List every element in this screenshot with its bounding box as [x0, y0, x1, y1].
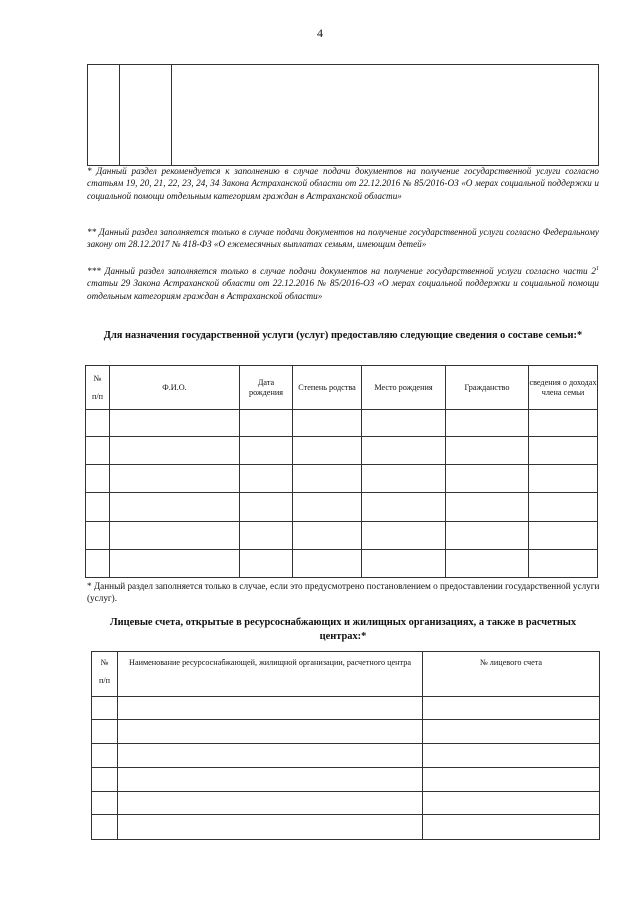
table-cell[interactable]	[446, 550, 529, 578]
table-cell[interactable]	[362, 410, 446, 437]
footnote-3-text-b: статьи 29 Закона Астраханской области от 22.12.2016 № 85/2016-ОЗ «О мерах социальной поддержки и социальной помощи отдельным категориям граждан в Астраханской области»	[87, 278, 599, 301]
footnote-2: ** Данный раздел заполняется только в случае подачи документов на получение государственной услуги согласно Федеральному закону от 28.12.2017 № 418-ФЗ «О ежемесячных выплатах семьям, имеющим детей»	[87, 227, 599, 250]
table-cell[interactable]	[362, 550, 446, 578]
table-cell[interactable]	[86, 493, 110, 522]
accounts-table	[91, 651, 600, 840]
table-cell[interactable]	[92, 768, 118, 792]
table-cell[interactable]	[529, 493, 598, 522]
table-cell[interactable]	[293, 522, 362, 550]
table-cell[interactable]	[362, 493, 446, 522]
family-table-header	[86, 366, 598, 410]
table-cell[interactable]	[240, 465, 293, 493]
table-cell[interactable]	[118, 768, 423, 792]
table-cell[interactable]	[240, 522, 293, 550]
table-cell[interactable]	[118, 815, 423, 840]
table-cell[interactable]	[92, 792, 118, 815]
table-cell[interactable]	[423, 815, 600, 840]
table-cell[interactable]	[293, 437, 362, 465]
table-cell[interactable]	[423, 744, 600, 768]
table-cell[interactable]	[110, 493, 240, 522]
table-cell[interactable]	[92, 720, 118, 744]
col-relation: Степень родства	[293, 366, 362, 410]
table-cell[interactable]	[86, 465, 110, 493]
table-cell[interactable]	[92, 744, 118, 768]
table-row	[86, 410, 598, 437]
table-cell[interactable]	[86, 550, 110, 578]
table-cell[interactable]	[88, 65, 120, 166]
col-org-name: Наименование ресурсоснабжающей, жилищной организации, расчетного центра	[118, 652, 423, 697]
table-cell[interactable]	[240, 493, 293, 522]
table-row	[86, 437, 598, 465]
table-cell[interactable]	[362, 522, 446, 550]
table-row	[86, 522, 598, 550]
family-table	[85, 365, 598, 578]
col-fio: Ф.И.О.	[110, 366, 240, 410]
col-birth-date: Дата рождения	[240, 366, 293, 410]
page-number: 4	[317, 26, 323, 40]
col-income: сведения о доходах члена семьи	[529, 366, 598, 410]
table-cell[interactable]	[293, 410, 362, 437]
table-cell[interactable]	[446, 493, 529, 522]
table-cell[interactable]	[86, 437, 110, 465]
table-cell[interactable]	[362, 465, 446, 493]
table-row	[86, 550, 598, 578]
col-birth-place: Место рождения	[362, 366, 446, 410]
table-cell[interactable]	[86, 410, 110, 437]
table-cell[interactable]	[293, 493, 362, 522]
accounts-table-header	[92, 652, 600, 697]
table-cell[interactable]	[110, 410, 240, 437]
table-cell[interactable]	[362, 437, 446, 465]
table-cell[interactable]	[110, 465, 240, 493]
table-cell[interactable]	[240, 550, 293, 578]
table-cell[interactable]	[293, 550, 362, 578]
table-cell[interactable]	[446, 465, 529, 493]
footnote-3-superscript: 1	[596, 266, 599, 272]
table-row	[92, 815, 600, 840]
footnote-3	[87, 263, 599, 302]
table-cell[interactable]	[240, 437, 293, 465]
table-cell[interactable]	[92, 815, 118, 840]
table-cell[interactable]	[529, 410, 598, 437]
table-row	[92, 744, 600, 768]
table-cell[interactable]	[118, 744, 423, 768]
col-num	[86, 366, 110, 410]
footnote-3-text-a: *** Данный раздел заполняется только в случае подачи документов на получение государственной услуги согласно части 2	[87, 266, 596, 277]
table-row	[86, 465, 598, 493]
col-citizenship: Гражданство	[446, 366, 529, 410]
table-cell[interactable]	[293, 465, 362, 493]
table-cell[interactable]	[446, 437, 529, 465]
table-cell[interactable]	[110, 550, 240, 578]
table-cell[interactable]	[529, 465, 598, 493]
table-cell[interactable]	[423, 768, 600, 792]
table-cell[interactable]	[110, 437, 240, 465]
footnote-1: * Данный раздел рекомендуется к заполнению в случае подачи документов на получение государственной услуги согласно статьям 19, 20, 21, 22, 23, 24, 34 Закона Астраханской области от 22.12.2016 № 85/2016-ОЗ «О мерах социальной поддержки и социальной помощи отдельным категориям граждан в Астраханской области»	[87, 166, 599, 201]
table-cell[interactable]	[446, 410, 529, 437]
col-num-bottom: п/п	[98, 676, 111, 685]
table-cell[interactable]	[118, 720, 423, 744]
col-num-top: №	[93, 373, 102, 383]
table-cell[interactable]	[92, 697, 118, 720]
col-num-top: №	[100, 658, 109, 667]
table-cell[interactable]	[529, 437, 598, 465]
table-cell[interactable]	[423, 792, 600, 815]
table-cell[interactable]	[240, 410, 293, 437]
table-row	[86, 493, 598, 522]
table-cell[interactable]	[120, 65, 172, 166]
family-section-footnote: * Данный раздел заполняется только в случае, если это предусмотрено постановлением о предоставлении государственной услуги (услуг).	[87, 581, 600, 604]
col-num	[92, 652, 118, 697]
col-account-no: № лицевого счета	[423, 652, 600, 697]
table-row	[92, 720, 600, 744]
continued-table	[87, 64, 599, 166]
table-row	[92, 697, 600, 720]
table-cell[interactable]	[529, 522, 598, 550]
family-section-heading: Для назначения государственной услуги (услуг) предоставляю следующие сведения о составе семьи:*	[103, 330, 583, 341]
table-cell[interactable]	[423, 697, 600, 720]
table-cell[interactable]	[529, 550, 598, 578]
col-num-bottom: п/п	[91, 391, 104, 401]
table-cell[interactable]	[110, 522, 240, 550]
table-row	[92, 768, 600, 792]
table-row	[92, 792, 600, 815]
table-cell[interactable]	[118, 792, 423, 815]
table-cell[interactable]	[423, 720, 600, 744]
table-cell[interactable]	[172, 65, 599, 166]
accounts-section-heading: Лицевые счета, открытые в ресурсоснабжающих и жилищных организациях, а также в расчетных центрах:*	[109, 617, 577, 642]
table-cell[interactable]	[86, 522, 110, 550]
table-cell[interactable]	[446, 522, 529, 550]
table-cell[interactable]	[118, 697, 423, 720]
